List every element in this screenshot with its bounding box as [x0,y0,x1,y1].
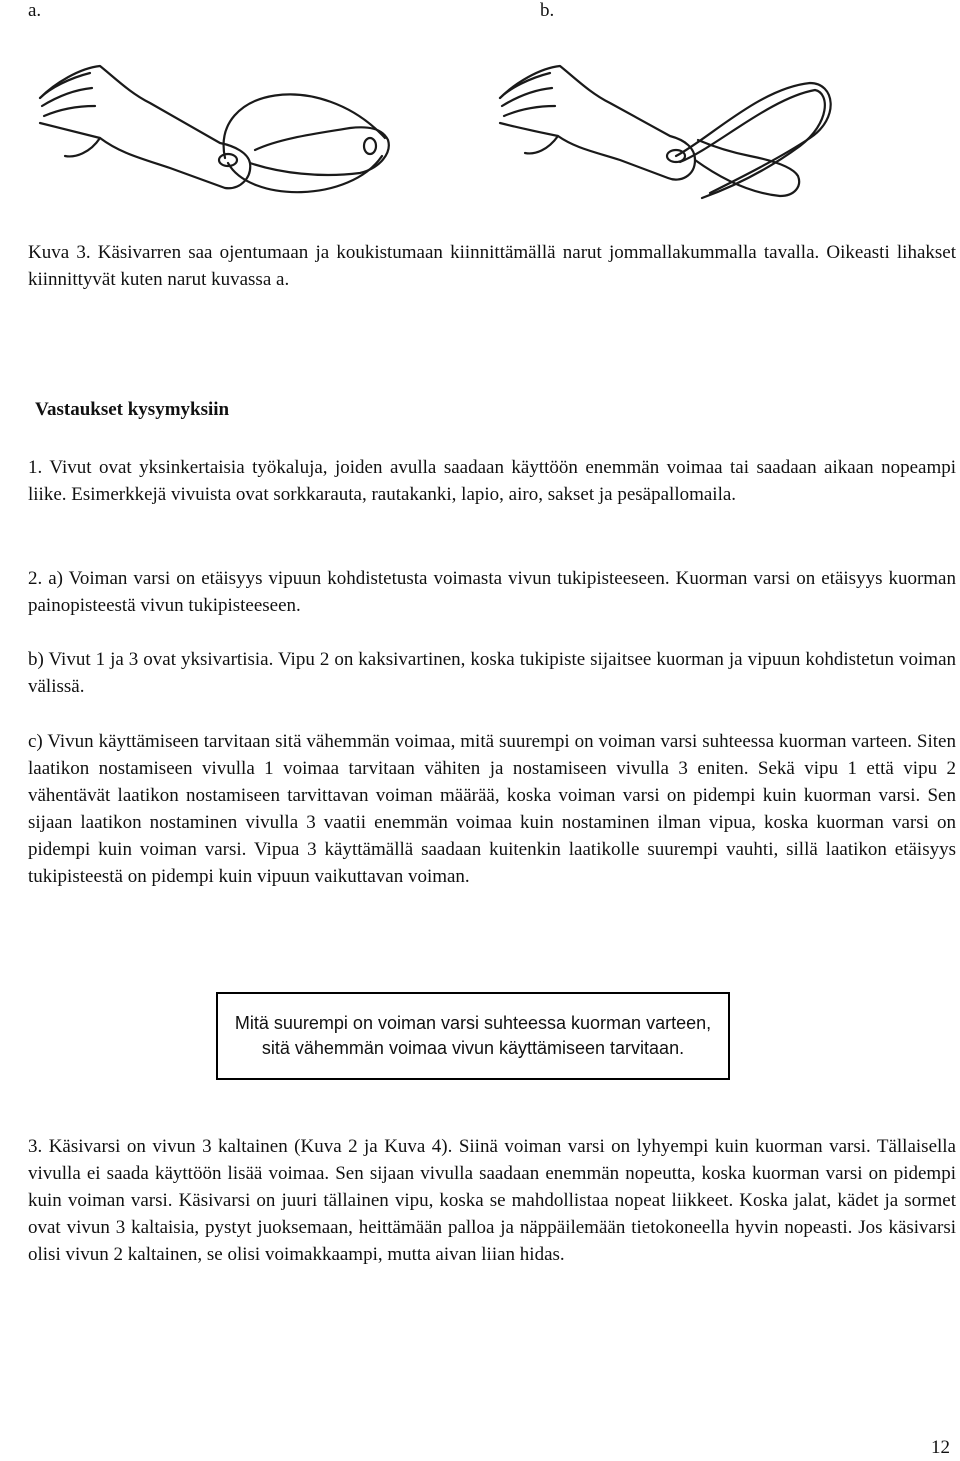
answer-1-text: 1. Vivut ovat yksinkertaisia työkaluja, joiden avulla saadaan käyttöön enemmän voimaa tai saadaan aikaan nopeampi liike. Esimerkkejä vivuista ovat sorkkarauta, rautakanki, lapio, airo, sakset ja pesäpallomaila. [28,457,956,505]
thumb-outline [525,136,558,153]
figure-caption [28,239,956,293]
forearm-outline [500,66,695,180]
answer-1 [28,454,956,508]
arm-figure-b [480,28,860,228]
answer-2b-text: b) Vivut 1 ja 3 ovat yksivartisia. Vipu 2 on kaksivartinen, koska tukipiste sijaitsee kuorman ja vipuun kohdistetun voiman välissä. [28,649,956,697]
string-loop-upper [676,83,831,193]
upper-arm-outline [250,127,389,175]
arm-figure-a [20,28,420,228]
summary-box [216,992,730,1080]
upper-arm-outline [695,140,799,196]
summary-text: Mitä suurempi on voiman varsi suhteessa kuorman varteen, sitä vähemmän voimaa vivun käyttämiseen tarvitaan. [234,1013,712,1058]
answer-2c [28,728,956,890]
answer-2c-text: c) Vivun käyttämiseen tarvitaan sitä vähemmän voimaa, mitä suurempi on voiman varsi suhteessa kuorman varteen. Siten laatikon nostamiseen vivulla 1 voimaa tarvitaan vähiten ja nostamiseen vivulla 3 eniten. Sekä vipu 1 että vipu 2 vähentävät laatikon nostamiseen tarvittavan voiman määrää, koska voiman varsi on pidempi kuin kuorman varsi. Sen sijaan laatikon nostaminen vivulla 3 vaatii enemmän voimaa kuin nostaminen ilman vipua, koska kuorman varsi on pidempi kuin voiman varsi. Vipua 3 käyttämällä saadaan kuitenkin laatikolle suurempi vauhti, sillä laatikon etäisyys tukipisteestä on pidempi kuin vipuun vaikuttavan voiman. [28,731,956,887]
finger-outline [504,106,555,116]
string-outer [224,94,385,158]
figure-label-a: a. [28,0,42,21]
page-number: 12 [931,1437,950,1458]
figure-label-b: b. [540,0,555,21]
caption-text: Kuva 3. Käsivarren saa ojentumaan ja koukistumaan kiinnittämällä narut jommallakummalla tavalla. Oikeasti lihakset kiinnittyvät kuten narut kuvassa a. [28,242,956,290]
upper-arm-hole [364,138,376,154]
thumb-outline [65,138,100,156]
finger-outline [44,106,95,116]
string-loop-lower [680,90,825,198]
answer-3 [28,1133,956,1268]
answer-3-text: 3. Käsivarsi on vivun 3 kaltainen (Kuva 2 ja Kuva 4). Siinä voiman varsi on lyhyempi kuin kuorman varsi. Tällaisella vivulla ei saada käyttöön lisää voimaa. Sen sijaan vivulla saadaan enemmän nopeutta, koska kuorman varsi on pidempi kuin voiman varsi. Käsivarsi on juuri tällainen vipu, koska se mahdollistaa nopeat liikkeet. Koska jalat, kädet ja sormet ovat vivun 3 kaltaisia, pystyt juoksemaan, heittämään palloa ja näppäilemään tietokoneella hyvin nopeasti. Jos käsivarsi olisi vivun 2 kaltainen, se olisi voimakkaampi, mutta aivan liian hidas. [28,1136,956,1265]
forearm-outline [40,66,250,188]
answer-2a [28,565,956,619]
answer-2a-text: 2. a) Voiman varsi on etäisyys vipuun kohdistetusta voimasta vivun tukipisteeseen. Kuorman varsi on etäisyys kuorman painopisteestä vivun tukipisteeseen. [28,568,956,616]
answers-heading: Vastaukset kysymyksiin [35,399,230,420]
answer-2b [28,646,956,700]
